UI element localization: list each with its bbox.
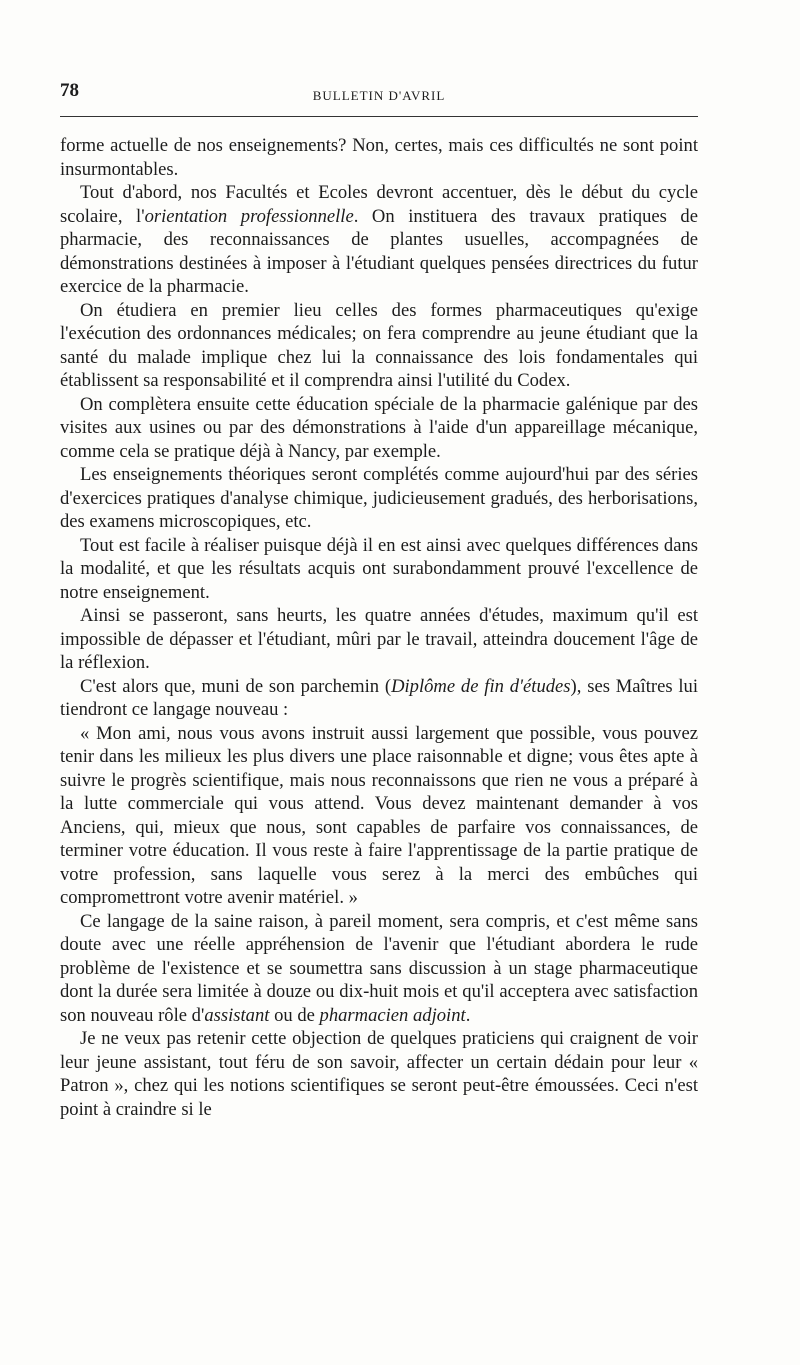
- paragraph-9-quote: « Mon ami, nous vous avons instruit aussi largement que possible, vous pouvez tenir dans les milieux les plus divers une place raisonnable et digne; vous êtes apte à suivre le progrès scientifique, mais nous reconnaissons que rien ne vous a préparé à la lutte commerciale qui vous attend. Vous devez maintenant demander à vos Anciens, qui, mieux que nous, sont capables de parfaire vos connaissances, de terminer votre éducation. Il vous reste à faire l'apprentissage de la partie pratique de votre profession, sans laquelle vous serez à la merci des embûches qui compromettront votre avenir matériel. »: [60, 722, 698, 908]
- paragraph-10-italic: assistant: [204, 1004, 270, 1026]
- page-number: 78: [60, 80, 79, 101]
- paragraph-1: forme actuelle de nos enseignements? Non, certes, mais ces difficultés ne sont point insurmontables.: [60, 135, 698, 180]
- paragraph-8-after: ), ses Maîtres lui tiendront ce langage nouveau :: [60, 675, 699, 720]
- running-title: BULLETIN D'AVRIL: [312, 88, 446, 103]
- paragraph-10-before: Ce langage de la saine raison, à pareil moment, sera compris, et c'est même sans doute avec une réelle appréhension de l'avenir que l'étudiant abordera le rude problème de l'existence et se soumettra sans discussion à un stage pharmaceutique dont la durée sera limitée à douze ou dix-huit mois et qu'il acceptera avec satisfaction son nouveau rôle d': [60, 910, 698, 1026]
- paragraph-2: [60, 181, 698, 299]
- paragraph-10: [60, 910, 698, 1028]
- paragraph-10-after: .: [465, 1004, 471, 1026]
- paragraph-8-italic: Diplôme de fin d'études: [391, 675, 571, 697]
- paragraph-2-italic: orientation professionnelle: [144, 205, 354, 227]
- paragraph-11: Je ne veux pas retenir cette objection de quelques praticiens qui craignent de voir leur jeune assistant, tout féru de son savoir, affecter un certain dédain pour leur « Patron », chez qui les notions scientifiques se seront peut-être émoussées. Ceci n'est point à craindre si le: [60, 1028, 698, 1120]
- paragraph-4: On complètera ensuite cette éducation spéciale de la pharmacie galénique par des visites aux usines ou par des démonstrations à l'aide d'un appareillage mécanique, comme cela se pratique déjà à Nancy, par exemple.: [60, 393, 698, 462]
- body-text: [60, 134, 698, 1121]
- paragraph-3: On étudiera en premier lieu celles des formes pharmaceutiques qu'exige l'exécution des ordonnances médicales; on fera comprendre au jeune étudiant que la santé du malade implique chez lui la connaissance des lois fondamentales qui établissent sa responsabilité et il comprendra ainsi l'utilité du Codex.: [60, 299, 698, 391]
- page-header: [60, 80, 698, 112]
- paragraph-2-after: . On instituera des travaux pratiques de pharmacie, des reconnaissances de plantes usuelles, accompagnées de démonstrations destinées à imposer à l'étudiant quelques pensées directrices du futur exercice de la pharmacie.: [60, 205, 698, 297]
- paragraph-2-before: Tout d'abord, nos Facultés et Ecoles devront accentuer, dès le début du cycle scolaire, l': [60, 182, 698, 227]
- paragraph-10-middle: ou de: [269, 1004, 320, 1026]
- paragraph-10-italic-2: pharmacien adjoint: [319, 1004, 466, 1026]
- paragraph-7: Ainsi se passeront, sans heurts, les quatre années d'études, maximum qu'il est impossible de dépasser et l'étudiant, mûri par le travail, atteindra doucement l'âge de la réflexion.: [60, 605, 698, 673]
- header-rule: [60, 116, 698, 117]
- paragraph-8: [60, 675, 698, 722]
- paragraph-6: Tout est facile à réaliser puisque déjà il en est ainsi avec quelques différences dans la modalité, et que les résultats acquis ont surabondamment prouvé l'excellence de notre enseignement.: [60, 534, 698, 603]
- paragraph-8-before: C'est alors que, muni de son parchemin (: [80, 675, 392, 697]
- paragraph-5: Les enseignements théoriques seront complétés comme aujourd'hui par des séries d'exercices pratiques d'analyse chimique, judicieusement gradués, des herborisations, des examens microscopiques, etc.: [60, 464, 698, 532]
